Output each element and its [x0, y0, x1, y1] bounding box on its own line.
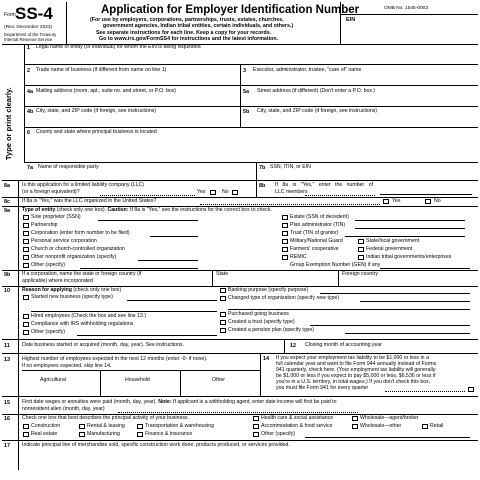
household-field[interactable] — [101, 385, 180, 395]
created-pension-label: Created a pension plan (specify type) — [228, 327, 314, 333]
line-4a-label: Mailing address (room, apt., suite no. and street, or P.O. box) — [36, 88, 177, 94]
line-1-label: Legal name of entity (or individual) for whom the EIN is being requested — [36, 44, 201, 50]
other-nonprofit-checkbox[interactable] — [23, 255, 29, 260]
state-local-gov-checkbox[interactable] — [358, 239, 364, 244]
wholesale-other-checkbox[interactable] — [352, 424, 358, 429]
household-label: Household — [125, 377, 150, 383]
other-activity-checkbox[interactable] — [253, 432, 259, 437]
banking-purpose-checkbox[interactable] — [220, 288, 226, 293]
type-or-print-label: Type or print clearly. — [4, 87, 13, 160]
finance-insurance-checkbox[interactable] — [137, 432, 143, 437]
started-new-business-label: Started new business (specify type) — [31, 294, 113, 300]
executor-field[interactable] — [253, 74, 473, 84]
federal-gov-label: Federal government — [366, 246, 413, 252]
compliance-label: Compliance with IRS withholding regulations — [31, 321, 134, 327]
mailing-city-field[interactable] — [36, 115, 236, 125]
line-10-label: Reason for applying (check only one box) — [22, 287, 122, 293]
department: Department of the Treasury — [4, 32, 57, 37]
subtitle-1: (For use by employers, corporations, partnerships, trusts, estates, churches, — [90, 17, 284, 23]
estate-checkbox[interactable] — [282, 215, 288, 220]
line-13-label: Highest number of employees expected in the next 12 months (enter -0- if none). — [22, 356, 208, 362]
line-6-label: County and state where principal business is located — [36, 129, 157, 135]
manufacturing-label: Manufacturing — [87, 431, 120, 437]
personal-service-corp-checkbox[interactable] — [23, 239, 29, 244]
line-4a-number: 4a — [27, 89, 33, 95]
line-7b-number: 7b — [259, 165, 266, 171]
line-9b-label: If a corporation, name the state or foreign country (if — [22, 271, 142, 277]
subtitle-2: government agencies, Indian tribal entities, certain individuals, and others.) — [103, 23, 294, 29]
other-nonprofit-label: Other nonprofit organization (specify) — [31, 254, 117, 260]
instructions-note: See separate instructions for each line. Keep a copy for your records. — [96, 30, 272, 36]
line-17-label: Indicate principal line of merchandise sold, specific construction work done, products produced, or services provided. — [22, 442, 290, 448]
manufacturing-checkbox[interactable] — [79, 432, 85, 437]
line-7a-label: Name of responsible party — [38, 164, 99, 170]
retail-checkbox[interactable] — [422, 424, 428, 429]
transportation-label: Transportation & warehousing — [145, 423, 215, 429]
agency: Internal Revenue Service — [4, 37, 53, 42]
llc-members-field[interactable] — [380, 187, 472, 195]
form-label: Form — [4, 12, 16, 18]
line-8a-label: Is this application for a limited liability company (LLC) — [22, 182, 144, 188]
responsible-party-field[interactable] — [38, 171, 253, 179]
line-9b-number: 9b — [4, 272, 11, 278]
line-14-text-6: you must file Form 941 for every quarter — [276, 385, 369, 391]
line-12-number: 12 — [290, 343, 296, 349]
trade-name-field[interactable] — [36, 74, 236, 84]
street-address-field[interactable] — [257, 95, 472, 105]
line-4b-number: 4b — [27, 109, 34, 115]
street-city-field[interactable] — [257, 115, 472, 125]
line-14-text-1: If you expect your employment tax liability to be $1,000 or less in a — [276, 355, 429, 361]
legal-name-field[interactable] — [36, 51, 476, 63]
real-estate-checkbox[interactable] — [23, 432, 29, 437]
church-checkbox[interactable] — [23, 247, 29, 252]
accommodation-label: Accommodation & food service — [261, 423, 333, 429]
corporation-checkbox[interactable] — [23, 231, 29, 236]
line-5a-number: 5a — [243, 89, 249, 95]
partnership-label: Partnership — [31, 222, 58, 228]
created-trust-label: Created a trust (specify type) — [228, 319, 295, 325]
website-note: Go to www.irs.gov/FormSS4 for instructions and the latest information. — [99, 36, 279, 42]
line-8b-number: 8b — [259, 183, 266, 189]
military-checkbox[interactable] — [282, 239, 288, 244]
line-7a-number: 7a — [27, 165, 33, 171]
remic-checkbox[interactable] — [282, 255, 288, 260]
indian-tribal-checkbox[interactable] — [358, 255, 364, 260]
8a-yes-label: Yes — [197, 189, 206, 195]
other-entity-checkbox[interactable] — [23, 263, 29, 268]
hired-employees-checkbox[interactable] — [23, 314, 29, 319]
estate-label: Estate (SSN of decedent) — [290, 214, 349, 220]
wholesale-other-label: Wholesale—other — [360, 423, 402, 429]
sole-proprietor-label: Sole proprietor (SSN) — [31, 214, 81, 220]
ein-label: EIN — [346, 17, 356, 23]
accommodation-checkbox[interactable] — [253, 424, 259, 429]
line-5b-label: City, state, and ZIP code (if foreign, see instructions) — [257, 108, 378, 114]
line-17-number: 17 — [4, 443, 10, 449]
hired-employees-label: Hired employees (Check the box and see line 13.) — [31, 313, 147, 319]
line-14-text-5: you're in a U.S. territory, in total wages.) If you don't check this box, — [276, 379, 431, 385]
rental-leasing-label: Rental & leasing — [87, 423, 125, 429]
trust-label: Trust (TIN of grantor) — [290, 230, 339, 236]
transportation-checkbox[interactable] — [137, 424, 143, 429]
rental-leasing-checkbox[interactable] — [79, 424, 85, 429]
8a-no-checkbox[interactable] — [232, 190, 238, 195]
county-state-field[interactable] — [36, 136, 472, 156]
omb-number: OMB No. 1545-0003 — [384, 6, 428, 11]
form-944-checkbox[interactable] — [468, 387, 474, 392]
purchased-business-checkbox[interactable] — [220, 312, 226, 317]
changed-org-type-checkbox[interactable] — [220, 296, 226, 301]
corporation-label: Corporation (enter form number to be filed) — [31, 230, 130, 236]
foreign-country-label: Foreign country — [342, 271, 379, 277]
line-15-label: First date wages or annuities were paid (month, day, year). Note: If applicant is a withholding agent, enter date income will first be paid to — [22, 399, 337, 405]
compliance-checkbox[interactable] — [23, 322, 29, 327]
8c-yes-label: Yes — [392, 198, 401, 204]
other-entity-label: Other (specify) — [31, 262, 66, 268]
gen-label: Group Exemption Number (GEN) if any — [290, 262, 381, 268]
trust-checkbox[interactable] — [282, 231, 288, 236]
personal-service-corp-label: Personal service corporation — [31, 238, 97, 244]
other-activity-label: Other (specify) — [261, 431, 296, 437]
wholesale-agent-label: Wholesale—agent/broker — [360, 415, 419, 421]
line-14-text-2: full calendar year and want to file Form 944 annually instead of Forms — [276, 361, 437, 367]
indian-tribal-label: Indian tribal governments/enterprises — [366, 254, 452, 260]
purchased-business-label: Purchased going business — [228, 311, 289, 317]
line-10-number: 10 — [4, 288, 10, 294]
farmers-coop-label: Farmers' cooperative — [290, 246, 339, 252]
line-9b-label-2: applicable) where incorporated — [22, 278, 93, 284]
line-15-number: 15 — [4, 400, 10, 406]
line-8a-label-2: (or a foreign equivalent)? — [22, 189, 80, 195]
line-6-number: 6 — [27, 130, 30, 136]
military-label: Military/National Guard — [290, 238, 343, 244]
line-16-label: Check one box that best describes the principal activity of your business. — [22, 415, 189, 421]
finance-insurance-label: Finance & insurance — [145, 431, 193, 437]
foreign-country-field[interactable] — [342, 278, 472, 285]
line-7b-label: SSN, ITIN, or EIN — [270, 164, 311, 170]
church-label: Church or church-controlled organization — [31, 246, 125, 252]
state-label: State — [216, 271, 229, 277]
line-14-text-3: 941 quarterly, check here. (Your employment tax liability will generally — [276, 367, 436, 373]
federal-gov-checkbox[interactable] — [358, 247, 364, 252]
line-4b-label: City, state, and ZIP code (if foreign, see instructions) — [36, 108, 157, 114]
state-field[interactable] — [216, 278, 334, 285]
agricultural-field[interactable] — [22, 385, 100, 395]
line-3-label: Executor, administrator, trustee, "care of" name — [253, 67, 362, 73]
line-11-label: Date business started or acquired (month, day, year). See instructions. — [22, 342, 184, 348]
line-15-label-2: nonresident alien (month, day, year) — [22, 406, 105, 412]
ssn-itin-ein-field[interactable] — [270, 171, 470, 179]
8a-no-label: No — [222, 189, 229, 195]
other-reason-label: Other (specify) — [31, 329, 66, 335]
health-care-checkbox[interactable] — [253, 416, 259, 421]
partnership-checkbox[interactable] — [23, 223, 29, 228]
line-16-number: 16 — [4, 416, 10, 422]
form-number: SS-4 — [15, 4, 53, 23]
other-employees-label: Other — [212, 377, 225, 383]
construction-label: Construction — [31, 423, 61, 429]
plan-administrator-label: Plan administrator (TIN) — [290, 222, 346, 228]
plan-administrator-checkbox[interactable] — [282, 223, 288, 228]
8c-yes-checkbox[interactable] — [383, 199, 389, 204]
8c-no-checkbox[interactable] — [425, 199, 431, 204]
line-9a-number: 9a — [4, 208, 10, 214]
farmers-coop-checkbox[interactable] — [282, 247, 288, 252]
form-title: Application for Employer Identification Number — [101, 4, 360, 16]
line-11-number: 11 — [4, 343, 10, 349]
line-13-number: 13 — [4, 357, 10, 363]
8a-yes-checkbox[interactable] — [210, 190, 216, 195]
real-estate-label: Real estate — [31, 431, 58, 437]
line-8b-label-2: LLC members — [275, 189, 308, 195]
agricultural-label: Agricultural — [40, 377, 66, 383]
other-employees-field[interactable] — [181, 385, 260, 395]
other-reason-checkbox[interactable] — [23, 330, 29, 335]
construction-checkbox[interactable] — [23, 424, 29, 429]
created-trust-checkbox[interactable] — [220, 320, 226, 325]
created-pension-checkbox[interactable] — [220, 328, 226, 333]
line-8c-number: 8c — [4, 199, 10, 205]
started-new-business-checkbox[interactable] — [23, 295, 29, 300]
health-care-label: Health care & social assistance — [261, 415, 334, 421]
sole-proprietor-checkbox[interactable] — [23, 215, 29, 220]
line-14-text-4: be $1,000 or less if you expect to pay $5,000 or less, $6,536 or less if — [276, 373, 436, 379]
line-14-number: 14 — [263, 356, 269, 362]
banking-purpose-label: Banking purpose (specify purpose) — [228, 287, 309, 293]
principal-merchandise-field[interactable] — [22, 450, 472, 470]
line-9a-label: Type of entity (check only one box). Caution: If 8a is "Yes," see the instructions for the correct box to check. — [22, 207, 272, 213]
remic-label: REMIC — [290, 254, 307, 260]
line-8a-number: 8a — [4, 183, 10, 189]
line-5a-label: Street address (if different) (Don't enter a P.O. box.) — [257, 88, 376, 94]
line-8c-label: If 8a is "Yes," was the LLC organized in the United States? — [22, 198, 157, 204]
line-13-label-2: If no employees expected, skip line 14. — [22, 363, 112, 369]
line-1-number: 1 — [27, 45, 30, 51]
retail-label: Retail — [430, 423, 444, 429]
line-2-label: Trade name of business (if different from name on line 1) — [36, 67, 167, 73]
changed-org-type-label: Changed type of organization (specify new type) — [228, 295, 340, 301]
line-5b-number: 5b — [243, 109, 250, 115]
revision-date: (Rev. December 2023) — [4, 25, 53, 30]
state-local-gov-label: State/local government — [366, 238, 420, 244]
line-12-label: Closing month of accounting year — [305, 342, 382, 348]
wages-date-field[interactable] — [362, 406, 472, 412]
line-3-number: 3 — [243, 68, 246, 74]
mailing-address-field[interactable] — [36, 95, 236, 105]
line-8b-label: If 8a is "Yes," enter the number of — [275, 182, 374, 188]
8c-no-label: No — [434, 198, 441, 204]
wholesale-agent-checkbox[interactable] — [352, 416, 358, 421]
line-2-number: 2 — [27, 68, 30, 74]
